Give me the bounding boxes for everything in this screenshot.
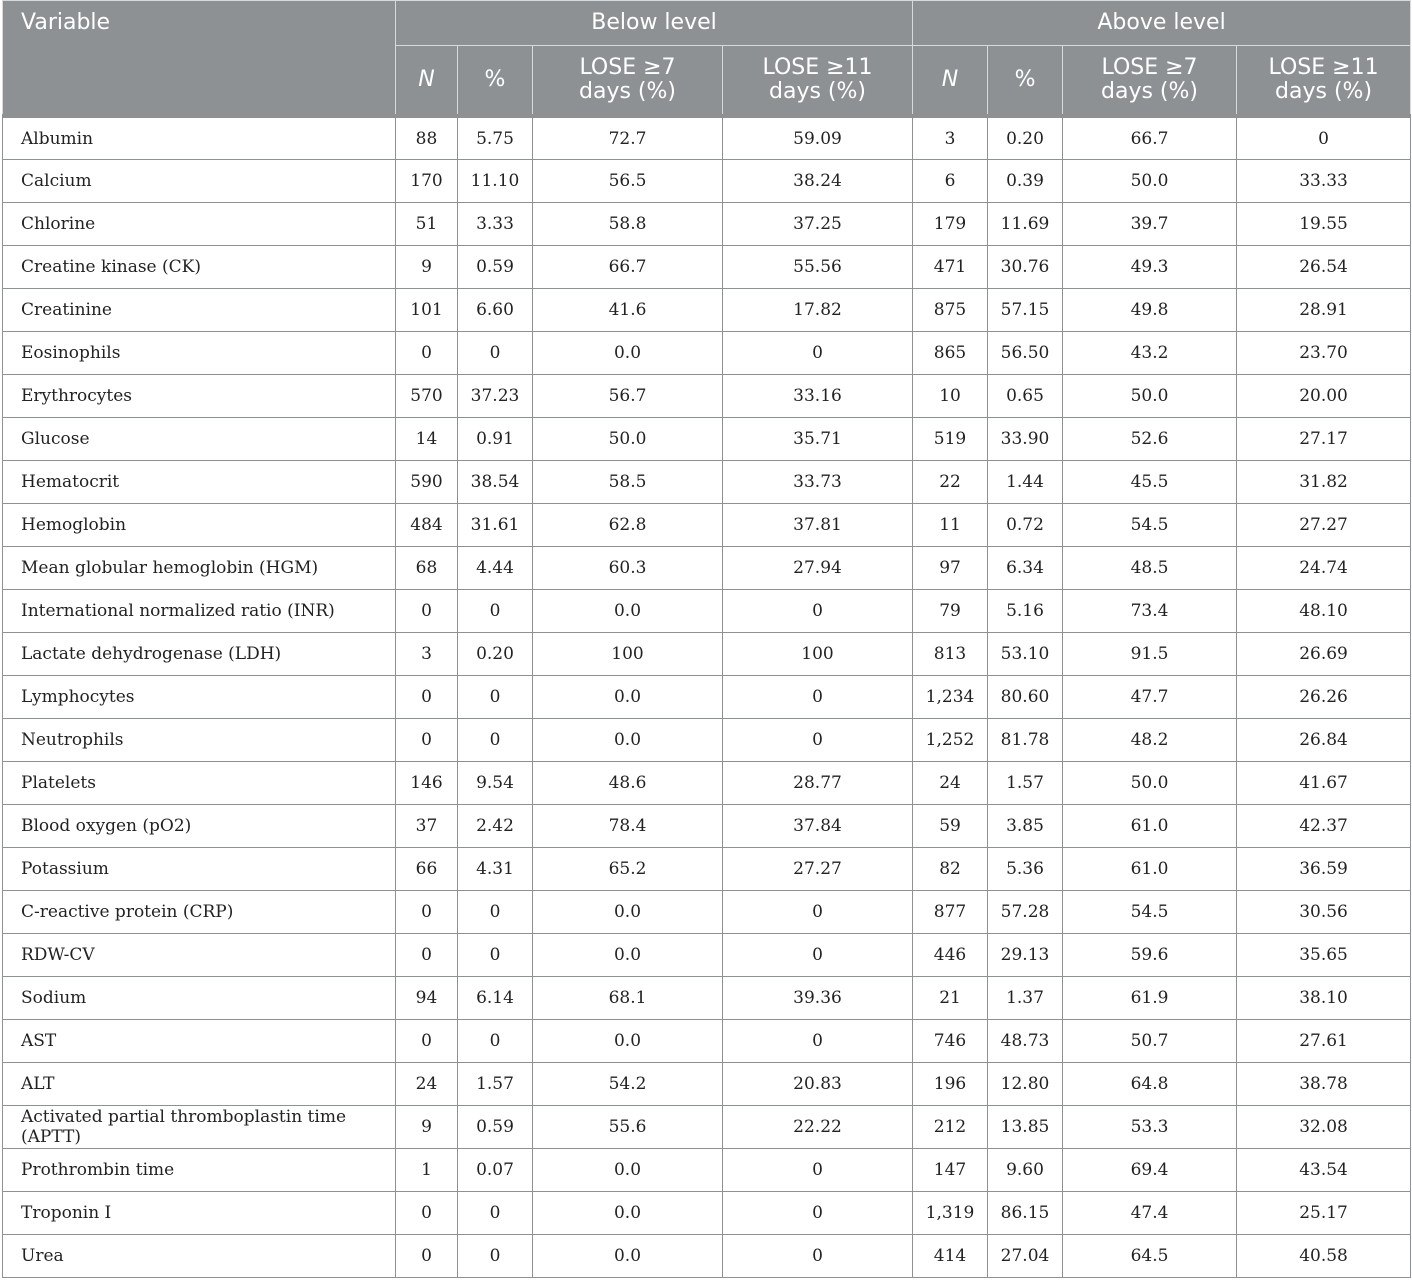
- above-lose7-cell: 48.5: [1063, 547, 1237, 590]
- below-pct-cell: 0: [458, 332, 533, 375]
- above-lose7-cell: 50.0: [1063, 160, 1237, 203]
- variable-cell: Erythrocytes: [3, 375, 396, 418]
- below-pct-cell: 0: [458, 676, 533, 719]
- above-lose11-cell: 24.74: [1237, 547, 1411, 590]
- above-pct-cell: 29.13: [988, 934, 1063, 977]
- below-lose11-cell: 0: [723, 719, 913, 762]
- data-table: [2, 0, 1411, 1278]
- below-lose7-cell: 66.7: [533, 246, 723, 289]
- above-n-cell: 877: [913, 891, 988, 934]
- below-pct-cell: 3.33: [458, 203, 533, 246]
- below-n-cell: 88: [396, 116, 458, 160]
- above-lose11-cell: 48.10: [1237, 590, 1411, 633]
- above-n-cell: 22: [913, 461, 988, 504]
- above-lose11-cell: 42.37: [1237, 805, 1411, 848]
- above-lose11-cell: 35.65: [1237, 934, 1411, 977]
- below-lose11-cell: 0: [723, 1149, 913, 1192]
- above-lose11-cell: 27.27: [1237, 504, 1411, 547]
- below-n-cell: 24: [396, 1063, 458, 1106]
- below-n-cell: 0: [396, 1192, 458, 1235]
- header-above-n: N: [913, 46, 988, 117]
- table-row: [3, 1235, 1411, 1278]
- above-pct-cell: 56.50: [988, 332, 1063, 375]
- below-lose11-cell: 38.24: [723, 160, 913, 203]
- table-row: [3, 418, 1411, 461]
- below-pct-cell: 4.31: [458, 848, 533, 891]
- below-pct-cell: 0: [458, 1192, 533, 1235]
- variable-cell: Blood oxygen (pO2): [3, 805, 396, 848]
- variable-cell: International normalized ratio (INR): [3, 590, 396, 633]
- variable-cell: C-reactive protein (CRP): [3, 891, 396, 934]
- variable-cell: Platelets: [3, 762, 396, 805]
- above-pct-cell: 48.73: [988, 1020, 1063, 1063]
- above-lose7-cell: 66.7: [1063, 116, 1237, 160]
- below-n-cell: 1: [396, 1149, 458, 1192]
- above-pct-cell: 1.44: [988, 461, 1063, 504]
- below-n-cell: 170: [396, 160, 458, 203]
- below-n-cell: 9: [396, 246, 458, 289]
- table-row: [3, 762, 1411, 805]
- below-lose7-cell: 60.3: [533, 547, 723, 590]
- below-pct-cell: 4.44: [458, 547, 533, 590]
- below-lose11-cell: 22.22: [723, 1106, 913, 1149]
- variable-cell: Hematocrit: [3, 461, 396, 504]
- variable-cell: Troponin I: [3, 1192, 396, 1235]
- variable-cell: Creatinine: [3, 289, 396, 332]
- below-lose7-cell: 54.2: [533, 1063, 723, 1106]
- table-row: [3, 547, 1411, 590]
- above-lose7-cell: 64.8: [1063, 1063, 1237, 1106]
- table-row: [3, 934, 1411, 977]
- variable-cell: ALT: [3, 1063, 396, 1106]
- above-lose11-cell: 28.91: [1237, 289, 1411, 332]
- below-n-cell: 68: [396, 547, 458, 590]
- above-pct-cell: 1.37: [988, 977, 1063, 1020]
- above-lose7-cell: 49.8: [1063, 289, 1237, 332]
- table-row: [3, 375, 1411, 418]
- below-lose11-cell: 33.16: [723, 375, 913, 418]
- above-lose7-cell: 61.0: [1063, 848, 1237, 891]
- table-row: [3, 504, 1411, 547]
- below-lose11-cell: 35.71: [723, 418, 913, 461]
- below-n-cell: 0: [396, 590, 458, 633]
- above-n-cell: 6: [913, 160, 988, 203]
- below-lose7-cell: 58.5: [533, 461, 723, 504]
- header-above-lose11: LOSE ≥11 days (%): [1237, 46, 1411, 117]
- table-row: [3, 160, 1411, 203]
- variable-cell: Chlorine: [3, 203, 396, 246]
- above-pct-cell: 0.20: [988, 116, 1063, 160]
- below-pct-cell: 0: [458, 891, 533, 934]
- above-lose11-cell: 20.00: [1237, 375, 1411, 418]
- above-n-cell: 21: [913, 977, 988, 1020]
- above-n-cell: 1,252: [913, 719, 988, 762]
- above-pct-cell: 53.10: [988, 633, 1063, 676]
- variable-cell: Sodium: [3, 977, 396, 1020]
- below-lose7-cell: 65.2: [533, 848, 723, 891]
- above-lose7-cell: 48.2: [1063, 719, 1237, 762]
- below-lose11-cell: 37.25: [723, 203, 913, 246]
- below-lose7-cell: 0.0: [533, 676, 723, 719]
- below-pct-cell: 0: [458, 719, 533, 762]
- above-n-cell: 196: [913, 1063, 988, 1106]
- below-lose11-cell: 0: [723, 934, 913, 977]
- below-pct-cell: 0.91: [458, 418, 533, 461]
- above-n-cell: 179: [913, 203, 988, 246]
- variable-cell: Albumin: [3, 116, 396, 160]
- above-lose11-cell: 38.10: [1237, 977, 1411, 1020]
- below-pct-cell: 37.23: [458, 375, 533, 418]
- below-n-cell: 484: [396, 504, 458, 547]
- table-row: [3, 289, 1411, 332]
- variable-cell: Neutrophils: [3, 719, 396, 762]
- below-n-cell: 66: [396, 848, 458, 891]
- below-pct-cell: 0: [458, 1235, 533, 1278]
- above-pct-cell: 0.65: [988, 375, 1063, 418]
- below-lose7-cell: 55.6: [533, 1106, 723, 1149]
- below-lose11-cell: 37.84: [723, 805, 913, 848]
- variable-cell: Lactate dehydrogenase (LDH): [3, 633, 396, 676]
- table-row: [3, 203, 1411, 246]
- above-lose7-cell: 50.0: [1063, 375, 1237, 418]
- below-pct-cell: 9.54: [458, 762, 533, 805]
- above-lose11-cell: 26.54: [1237, 246, 1411, 289]
- above-n-cell: 79: [913, 590, 988, 633]
- below-lose7-cell: 0.0: [533, 719, 723, 762]
- above-lose11-cell: 0: [1237, 116, 1411, 160]
- above-pct-cell: 0.39: [988, 160, 1063, 203]
- variable-cell: Glucose: [3, 418, 396, 461]
- table-row: [3, 719, 1411, 762]
- table-row: [3, 1149, 1411, 1192]
- variable-cell: Urea: [3, 1235, 396, 1278]
- below-n-cell: 0: [396, 1020, 458, 1063]
- variable-cell: Potassium: [3, 848, 396, 891]
- above-pct-cell: 6.34: [988, 547, 1063, 590]
- above-n-cell: 3: [913, 116, 988, 160]
- above-pct-cell: 11.69: [988, 203, 1063, 246]
- below-lose7-cell: 0.0: [533, 590, 723, 633]
- below-lose7-cell: 0.0: [533, 1149, 723, 1192]
- above-pct-cell: 33.90: [988, 418, 1063, 461]
- table-row: [3, 1106, 1411, 1149]
- above-lose11-cell: 26.84: [1237, 719, 1411, 762]
- above-lose7-cell: 39.7: [1063, 203, 1237, 246]
- below-lose7-cell: 0.0: [533, 891, 723, 934]
- above-n-cell: 471: [913, 246, 988, 289]
- above-lose7-cell: 61.9: [1063, 977, 1237, 1020]
- header-group-above: Above level: [913, 1, 1411, 46]
- below-pct-cell: 0: [458, 590, 533, 633]
- table-row: [3, 461, 1411, 504]
- below-pct-cell: 31.61: [458, 504, 533, 547]
- table-row: [3, 332, 1411, 375]
- header-below-n: N: [396, 46, 458, 117]
- below-lose11-cell: 0: [723, 1235, 913, 1278]
- above-lose11-cell: 40.58: [1237, 1235, 1411, 1278]
- above-lose7-cell: 61.0: [1063, 805, 1237, 848]
- above-pct-cell: 13.85: [988, 1106, 1063, 1149]
- variable-cell: Mean globular hemoglobin (HGM): [3, 547, 396, 590]
- below-lose11-cell: 0: [723, 891, 913, 934]
- above-pct-cell: 86.15: [988, 1192, 1063, 1235]
- below-pct-cell: 0: [458, 934, 533, 977]
- table-row: [3, 977, 1411, 1020]
- above-lose7-cell: 54.5: [1063, 504, 1237, 547]
- below-lose7-cell: 50.0: [533, 418, 723, 461]
- header-above-lose7: LOSE ≥7 days (%): [1063, 46, 1237, 117]
- below-pct-cell: 0: [458, 1020, 533, 1063]
- above-pct-cell: 9.60: [988, 1149, 1063, 1192]
- above-n-cell: 212: [913, 1106, 988, 1149]
- below-n-cell: 94: [396, 977, 458, 1020]
- above-lose11-cell: 32.08: [1237, 1106, 1411, 1149]
- above-lose7-cell: 53.3: [1063, 1106, 1237, 1149]
- below-lose7-cell: 0.0: [533, 1192, 723, 1235]
- variable-cell: Activated partial thromboplastin time (APTT): [3, 1106, 396, 1149]
- below-pct-cell: 38.54: [458, 461, 533, 504]
- above-lose7-cell: 43.2: [1063, 332, 1237, 375]
- above-pct-cell: 57.28: [988, 891, 1063, 934]
- below-lose11-cell: 0: [723, 676, 913, 719]
- above-lose11-cell: 36.59: [1237, 848, 1411, 891]
- above-lose11-cell: 23.70: [1237, 332, 1411, 375]
- above-n-cell: 24: [913, 762, 988, 805]
- above-lose7-cell: 91.5: [1063, 633, 1237, 676]
- above-lose11-cell: 38.78: [1237, 1063, 1411, 1106]
- below-n-cell: 101: [396, 289, 458, 332]
- below-lose11-cell: 59.09: [723, 116, 913, 160]
- above-n-cell: 82: [913, 848, 988, 891]
- above-lose11-cell: 30.56: [1237, 891, 1411, 934]
- above-pct-cell: 5.36: [988, 848, 1063, 891]
- above-lose11-cell: 26.69: [1237, 633, 1411, 676]
- below-n-cell: 590: [396, 461, 458, 504]
- above-lose7-cell: 50.7: [1063, 1020, 1237, 1063]
- below-lose11-cell: 27.27: [723, 848, 913, 891]
- below-lose7-cell: 0.0: [533, 332, 723, 375]
- below-lose11-cell: 33.73: [723, 461, 913, 504]
- above-pct-cell: 57.15: [988, 289, 1063, 332]
- above-lose11-cell: 26.26: [1237, 676, 1411, 719]
- variable-cell: Creatine kinase (CK): [3, 246, 396, 289]
- below-n-cell: 0: [396, 332, 458, 375]
- below-lose7-cell: 72.7: [533, 116, 723, 160]
- below-n-cell: 9: [396, 1106, 458, 1149]
- below-lose11-cell: 0: [723, 332, 913, 375]
- below-lose7-cell: 100: [533, 633, 723, 676]
- above-pct-cell: 80.60: [988, 676, 1063, 719]
- below-lose7-cell: 58.8: [533, 203, 723, 246]
- above-pct-cell: 12.80: [988, 1063, 1063, 1106]
- variable-cell: Prothrombin time: [3, 1149, 396, 1192]
- above-n-cell: 1,234: [913, 676, 988, 719]
- below-pct-cell: 0.59: [458, 246, 533, 289]
- variable-cell: Calcium: [3, 160, 396, 203]
- table-row: [3, 1020, 1411, 1063]
- above-lose7-cell: 69.4: [1063, 1149, 1237, 1192]
- above-pct-cell: 81.78: [988, 719, 1063, 762]
- above-lose11-cell: 43.54: [1237, 1149, 1411, 1192]
- above-n-cell: 97: [913, 547, 988, 590]
- header-above-pct: %: [988, 46, 1063, 117]
- above-lose11-cell: 19.55: [1237, 203, 1411, 246]
- below-lose11-cell: 100: [723, 633, 913, 676]
- variable-cell: AST: [3, 1020, 396, 1063]
- above-lose11-cell: 27.17: [1237, 418, 1411, 461]
- above-pct-cell: 27.04: [988, 1235, 1063, 1278]
- above-n-cell: 414: [913, 1235, 988, 1278]
- below-n-cell: 146: [396, 762, 458, 805]
- below-lose11-cell: 28.77: [723, 762, 913, 805]
- above-lose11-cell: 31.82: [1237, 461, 1411, 504]
- table-row: [3, 848, 1411, 891]
- header-group-below: Below level: [396, 1, 913, 46]
- below-pct-cell: 0.20: [458, 633, 533, 676]
- variable-cell: Hemoglobin: [3, 504, 396, 547]
- above-lose7-cell: 47.7: [1063, 676, 1237, 719]
- above-n-cell: 11: [913, 504, 988, 547]
- below-n-cell: 37: [396, 805, 458, 848]
- below-lose11-cell: 0: [723, 1192, 913, 1235]
- above-n-cell: 519: [913, 418, 988, 461]
- below-lose7-cell: 68.1: [533, 977, 723, 1020]
- table-row: [3, 116, 1411, 160]
- below-lose7-cell: 0.0: [533, 1235, 723, 1278]
- below-lose11-cell: 37.81: [723, 504, 913, 547]
- below-pct-cell: 6.14: [458, 977, 533, 1020]
- below-lose11-cell: 55.56: [723, 246, 913, 289]
- below-lose11-cell: 20.83: [723, 1063, 913, 1106]
- above-n-cell: 147: [913, 1149, 988, 1192]
- below-lose11-cell: 39.36: [723, 977, 913, 1020]
- table-row: [3, 805, 1411, 848]
- above-lose7-cell: 47.4: [1063, 1192, 1237, 1235]
- below-pct-cell: 5.75: [458, 116, 533, 160]
- below-pct-cell: 2.42: [458, 805, 533, 848]
- table-row: [3, 676, 1411, 719]
- header-below-lose11: LOSE ≥11 days (%): [723, 46, 913, 117]
- above-lose7-cell: 59.6: [1063, 934, 1237, 977]
- above-n-cell: 813: [913, 633, 988, 676]
- above-lose7-cell: 64.5: [1063, 1235, 1237, 1278]
- above-lose7-cell: 49.3: [1063, 246, 1237, 289]
- below-lose11-cell: 27.94: [723, 547, 913, 590]
- above-lose7-cell: 45.5: [1063, 461, 1237, 504]
- below-lose7-cell: 62.8: [533, 504, 723, 547]
- below-lose7-cell: 48.6: [533, 762, 723, 805]
- below-lose7-cell: 78.4: [533, 805, 723, 848]
- above-pct-cell: 3.85: [988, 805, 1063, 848]
- above-n-cell: 746: [913, 1020, 988, 1063]
- table-row: [3, 891, 1411, 934]
- table-row: [3, 246, 1411, 289]
- below-lose11-cell: 0: [723, 1020, 913, 1063]
- table-body: [3, 116, 1411, 1278]
- above-pct-cell: 5.16: [988, 590, 1063, 633]
- above-lose11-cell: 41.67: [1237, 762, 1411, 805]
- above-lose11-cell: 25.17: [1237, 1192, 1411, 1235]
- below-pct-cell: 1.57: [458, 1063, 533, 1106]
- above-n-cell: 875: [913, 289, 988, 332]
- below-lose7-cell: 0.0: [533, 934, 723, 977]
- header-variable: Variable: [3, 1, 396, 117]
- table-row: [3, 1192, 1411, 1235]
- above-pct-cell: 0.72: [988, 504, 1063, 547]
- variable-cell: Lymphocytes: [3, 676, 396, 719]
- below-n-cell: 0: [396, 719, 458, 762]
- variable-cell: Eosinophils: [3, 332, 396, 375]
- above-lose7-cell: 50.0: [1063, 762, 1237, 805]
- below-n-cell: 3: [396, 633, 458, 676]
- below-n-cell: 570: [396, 375, 458, 418]
- below-lose7-cell: 56.5: [533, 160, 723, 203]
- above-n-cell: 1,319: [913, 1192, 988, 1235]
- header-below-lose7: LOSE ≥7 days (%): [533, 46, 723, 117]
- below-lose11-cell: 17.82: [723, 289, 913, 332]
- above-lose7-cell: 52.6: [1063, 418, 1237, 461]
- above-lose7-cell: 73.4: [1063, 590, 1237, 633]
- above-n-cell: 446: [913, 934, 988, 977]
- above-n-cell: 865: [913, 332, 988, 375]
- below-n-cell: 0: [396, 934, 458, 977]
- table-row: [3, 590, 1411, 633]
- below-lose7-cell: 0.0: [533, 1020, 723, 1063]
- below-pct-cell: 6.60: [458, 289, 533, 332]
- header-below-pct: %: [458, 46, 533, 117]
- table-row: [3, 1063, 1411, 1106]
- below-n-cell: 51: [396, 203, 458, 246]
- above-pct-cell: 30.76: [988, 246, 1063, 289]
- above-lose11-cell: 27.61: [1237, 1020, 1411, 1063]
- below-pct-cell: 0.59: [458, 1106, 533, 1149]
- above-n-cell: 59: [913, 805, 988, 848]
- variable-cell: RDW-CV: [3, 934, 396, 977]
- table-row: [3, 633, 1411, 676]
- below-n-cell: 0: [396, 891, 458, 934]
- above-pct-cell: 1.57: [988, 762, 1063, 805]
- below-lose11-cell: 0: [723, 590, 913, 633]
- below-lose7-cell: 41.6: [533, 289, 723, 332]
- above-n-cell: 10: [913, 375, 988, 418]
- below-n-cell: 0: [396, 1235, 458, 1278]
- above-lose7-cell: 54.5: [1063, 891, 1237, 934]
- below-pct-cell: 11.10: [458, 160, 533, 203]
- table-header: [3, 1, 1411, 117]
- below-lose7-cell: 56.7: [533, 375, 723, 418]
- below-n-cell: 0: [396, 676, 458, 719]
- above-lose11-cell: 33.33: [1237, 160, 1411, 203]
- below-pct-cell: 0.07: [458, 1149, 533, 1192]
- below-n-cell: 14: [396, 418, 458, 461]
